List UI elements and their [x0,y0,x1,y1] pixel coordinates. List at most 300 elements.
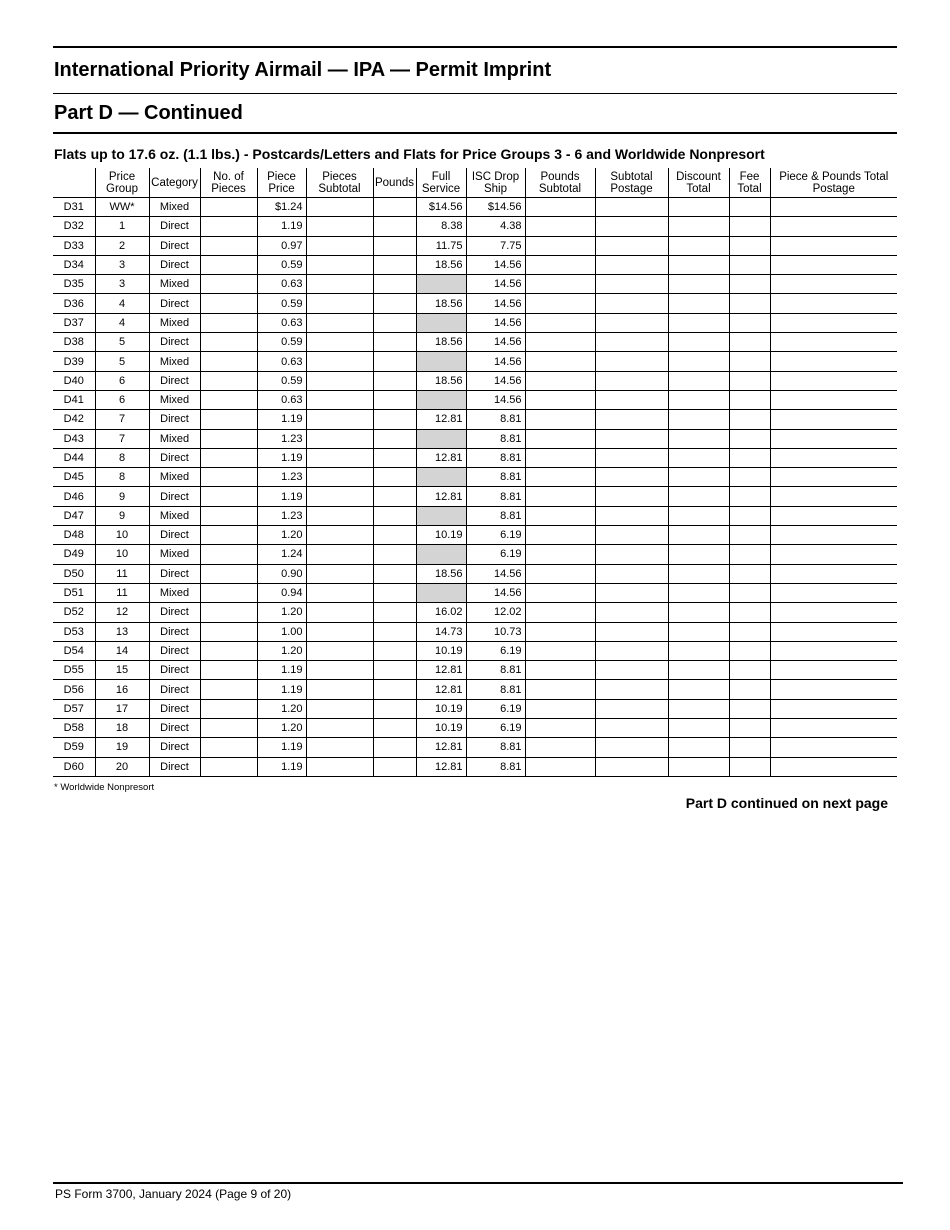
total-postage-input[interactable] [770,603,897,622]
no-of-pieces-input[interactable] [200,603,257,622]
line-number: D42 [53,410,95,429]
total-postage-input[interactable] [770,564,897,583]
pounds-subtotal-input[interactable] [525,545,595,564]
discount-total-input[interactable] [668,313,729,332]
no-of-pieces-input[interactable] [200,583,257,602]
total-postage-input[interactable] [770,719,897,738]
pounds-input[interactable] [373,275,416,294]
pieces-subtotal-input[interactable] [306,545,373,564]
subtotal-postage-input[interactable] [595,217,668,236]
fee-total-input[interactable] [729,661,770,680]
pounds-subtotal-input[interactable] [525,390,595,409]
subtotal-postage-input[interactable] [595,506,668,525]
subtotal-postage-input[interactable] [595,622,668,641]
total-postage-input[interactable] [770,661,897,680]
category: Mixed [149,468,200,487]
subtotal-postage-input[interactable] [595,275,668,294]
discount-total-input[interactable] [668,352,729,371]
total-postage-input[interactable] [770,583,897,602]
line-number: D32 [53,217,95,236]
subtotal-postage-input[interactable] [595,313,668,332]
fee-total-input[interactable] [729,313,770,332]
isc-drop-ship-price: 14.56 [466,583,525,602]
fee-total-input[interactable] [729,583,770,602]
subtotal-postage-input[interactable] [595,526,668,545]
subtotal-postage-input[interactable] [595,545,668,564]
no-of-pieces-input[interactable] [200,294,257,313]
discount-total-input[interactable] [668,410,729,429]
category: Mixed [149,506,200,525]
pieces-subtotal-input[interactable] [306,313,373,332]
no-of-pieces-input[interactable] [200,390,257,409]
fee-total-input[interactable] [729,255,770,274]
pieces-subtotal-input[interactable] [306,564,373,583]
fee-total-input[interactable] [729,699,770,718]
pieces-subtotal-input[interactable] [306,217,373,236]
total-postage-input[interactable] [770,757,897,776]
pounds-input[interactable] [373,738,416,757]
subtotal-postage-input[interactable] [595,603,668,622]
pieces-subtotal-input[interactable] [306,468,373,487]
no-of-pieces-input[interactable] [200,429,257,448]
subtotal-postage-input[interactable] [595,680,668,699]
subtotal-postage-input[interactable] [595,468,668,487]
column-header-line1: Category [151,176,198,189]
column-header [53,168,95,198]
line-number: D49 [53,545,95,564]
no-of-pieces-input[interactable] [200,255,257,274]
total-postage-input[interactable] [770,236,897,255]
pounds-input[interactable] [373,333,416,352]
fee-total-input[interactable] [729,506,770,525]
fee-total-input[interactable] [729,429,770,448]
discount-total-input[interactable] [668,468,729,487]
column-header [373,168,416,198]
subtotal-postage-input[interactable] [595,448,668,467]
pounds-input[interactable] [373,622,416,641]
fee-total-input[interactable] [729,487,770,506]
pounds-input[interactable] [373,468,416,487]
pounds-input[interactable] [373,506,416,525]
column-header-line2: Price [268,182,295,195]
pounds-subtotal-input[interactable] [525,217,595,236]
subtotal-postage-input[interactable] [595,583,668,602]
subtotal-postage-input[interactable] [595,738,668,757]
fee-total-input[interactable] [729,275,770,294]
part-heading: Part D — Continued [54,102,243,124]
discount-total-input[interactable] [668,275,729,294]
discount-total-input[interactable] [668,371,729,390]
subtotal-postage-input[interactable] [595,699,668,718]
piece-price: 1.19 [257,757,306,776]
pounds-subtotal-input[interactable] [525,680,595,699]
pounds-subtotal-input[interactable] [525,564,595,583]
pounds-input[interactable] [373,680,416,699]
discount-total-input[interactable] [668,217,729,236]
pounds-subtotal-input[interactable] [525,757,595,776]
part-divider [53,132,897,134]
total-postage-input[interactable] [770,680,897,699]
line-number: D35 [53,275,95,294]
no-of-pieces-input[interactable] [200,468,257,487]
isc-drop-ship-price: 14.56 [466,352,525,371]
no-of-pieces-input[interactable] [200,313,257,332]
column-header-line2: Total [686,182,711,195]
table-row [53,371,897,390]
fee-total-input[interactable] [729,622,770,641]
fee-total-input[interactable] [729,757,770,776]
fee-total-input[interactable] [729,333,770,352]
pounds-subtotal-input[interactable] [525,468,595,487]
column-header [149,168,200,198]
pounds-subtotal-input[interactable] [525,506,595,525]
pieces-subtotal-input[interactable] [306,429,373,448]
pounds-subtotal-input[interactable] [525,641,595,660]
no-of-pieces-input[interactable] [200,352,257,371]
piece-price: 0.63 [257,390,306,409]
pounds-subtotal-input[interactable] [525,333,595,352]
no-of-pieces-input[interactable] [200,661,257,680]
total-postage-input[interactable] [770,641,897,660]
pounds-input[interactable] [373,448,416,467]
isc-drop-ship-price: 6.19 [466,545,525,564]
pounds-subtotal-input[interactable] [525,255,595,274]
line-number: D40 [53,371,95,390]
discount-total-input[interactable] [668,236,729,255]
pounds-input[interactable] [373,371,416,390]
pounds-subtotal-input[interactable] [525,622,595,641]
fee-total-input[interactable] [729,738,770,757]
pieces-subtotal-input[interactable] [306,622,373,641]
table-row [53,506,897,525]
price-group: 9 [95,487,149,506]
no-of-pieces-input[interactable] [200,719,257,738]
pieces-subtotal-input[interactable] [306,506,373,525]
fee-total-input[interactable] [729,236,770,255]
discount-total-input[interactable] [668,603,729,622]
no-of-pieces-input[interactable] [200,680,257,699]
table-row [53,757,897,776]
pounds-input[interactable] [373,236,416,255]
price-table [53,168,897,777]
category: Direct [149,564,200,583]
no-of-pieces-input[interactable] [200,506,257,525]
fee-total-input[interactable] [729,719,770,738]
fee-total-input[interactable] [729,390,770,409]
table-row [53,236,897,255]
piece-price: 1.20 [257,526,306,545]
subtotal-postage-input[interactable] [595,371,668,390]
subtotal-postage-input[interactable] [595,255,668,274]
pieces-subtotal-input[interactable] [306,719,373,738]
total-postage-input[interactable] [770,468,897,487]
pieces-subtotal-input[interactable] [306,410,373,429]
pounds-subtotal-input[interactable] [525,661,595,680]
total-postage-input[interactable] [770,429,897,448]
isc-drop-ship-price: 7.75 [466,236,525,255]
fee-total-input[interactable] [729,564,770,583]
total-postage-input[interactable] [770,198,897,217]
discount-total-input[interactable] [668,198,729,217]
pounds-input[interactable] [373,526,416,545]
total-postage-input[interactable] [770,487,897,506]
discount-total-input[interactable] [668,680,729,699]
column-header-line2: Group [106,182,138,195]
subtotal-postage-input[interactable] [595,641,668,660]
subtotal-postage-input[interactable] [595,333,668,352]
fee-total-input[interactable] [729,217,770,236]
pieces-subtotal-input[interactable] [306,390,373,409]
subtotal-postage-input[interactable] [595,410,668,429]
discount-total-input[interactable] [668,699,729,718]
no-of-pieces-input[interactable] [200,448,257,467]
pieces-subtotal-input[interactable] [306,680,373,699]
subtotal-postage-input[interactable] [595,429,668,448]
full-service-price: 12.81 [416,448,466,467]
pieces-subtotal-input[interactable] [306,661,373,680]
fee-total-input[interactable] [729,410,770,429]
pieces-subtotal-input[interactable] [306,275,373,294]
discount-total-input[interactable] [668,738,729,757]
discount-total-input[interactable] [668,294,729,313]
pounds-input[interactable] [373,603,416,622]
pounds-input[interactable] [373,255,416,274]
isc-drop-ship-price: 12.02 [466,603,525,622]
pounds-subtotal-input[interactable] [525,583,595,602]
discount-total-input[interactable] [668,506,729,525]
pounds-input[interactable] [373,217,416,236]
no-of-pieces-input[interactable] [200,410,257,429]
fee-total-input[interactable] [729,294,770,313]
no-of-pieces-input[interactable] [200,738,257,757]
column-header-line1: Fee [739,170,760,183]
continued-note: Part D continued on next page [685,795,888,811]
pounds-subtotal-input[interactable] [525,699,595,718]
pounds-subtotal-input[interactable] [525,294,595,313]
category: Direct [149,255,200,274]
discount-total-input[interactable] [668,545,729,564]
discount-total-input[interactable] [668,333,729,352]
total-postage-input[interactable] [770,313,897,332]
total-postage-input[interactable] [770,738,897,757]
pieces-subtotal-input[interactable] [306,448,373,467]
full-service-price: 16.02 [416,603,466,622]
total-postage-input[interactable] [770,448,897,467]
pounds-input[interactable] [373,390,416,409]
pieces-subtotal-input[interactable] [306,738,373,757]
pounds-input[interactable] [373,410,416,429]
price-group: WW* [95,198,149,217]
discount-total-input[interactable] [668,719,729,738]
discount-total-input[interactable] [668,757,729,776]
no-of-pieces-input[interactable] [200,564,257,583]
pieces-subtotal-input[interactable] [306,526,373,545]
price-group: 8 [95,448,149,467]
no-of-pieces-input[interactable] [200,526,257,545]
total-postage-input[interactable] [770,699,897,718]
pieces-subtotal-input[interactable] [306,583,373,602]
pieces-subtotal-input[interactable] [306,352,373,371]
subtotal-postage-input[interactable] [595,294,668,313]
category: Direct [149,699,200,718]
full-service-price: 14.73 [416,622,466,641]
subtotal-postage-input[interactable] [595,236,668,255]
pounds-input[interactable] [373,661,416,680]
discount-total-input[interactable] [668,429,729,448]
line-number: D53 [53,622,95,641]
no-of-pieces-input[interactable] [200,487,257,506]
total-postage-input[interactable] [770,275,897,294]
total-postage-input[interactable] [770,506,897,525]
pounds-input[interactable] [373,313,416,332]
pounds-input[interactable] [373,198,416,217]
total-postage-input[interactable] [770,255,897,274]
table-row [53,217,897,236]
pounds-subtotal-input[interactable] [525,738,595,757]
form-title: International Priority Airmail — IPA — Permit Imprint [54,59,552,81]
total-postage-input[interactable] [770,217,897,236]
price-group: 3 [95,275,149,294]
pieces-subtotal-input[interactable] [306,641,373,660]
fee-total-input[interactable] [729,545,770,564]
fee-total-input[interactable] [729,603,770,622]
total-postage-input[interactable] [770,294,897,313]
pounds-input[interactable] [373,757,416,776]
discount-total-input[interactable] [668,526,729,545]
table-row [53,699,897,718]
pounds-input[interactable] [373,429,416,448]
no-of-pieces-input[interactable] [200,641,257,660]
category: Direct [149,757,200,776]
subtotal-postage-input[interactable] [595,352,668,371]
fee-total-input[interactable] [729,448,770,467]
pieces-subtotal-input[interactable] [306,255,373,274]
pounds-subtotal-input[interactable] [525,410,595,429]
price-group: 6 [95,390,149,409]
discount-total-input[interactable] [668,661,729,680]
pounds-subtotal-input[interactable] [525,719,595,738]
total-postage-input[interactable] [770,545,897,564]
subtotal-postage-input[interactable] [595,390,668,409]
discount-total-input[interactable] [668,487,729,506]
pounds-subtotal-input[interactable] [525,198,595,217]
pounds-input[interactable] [373,699,416,718]
pounds-subtotal-input[interactable] [525,603,595,622]
no-of-pieces-input[interactable] [200,236,257,255]
pieces-subtotal-input[interactable] [306,294,373,313]
pounds-input[interactable] [373,641,416,660]
piece-price: 1.23 [257,468,306,487]
no-of-pieces-input[interactable] [200,699,257,718]
pounds-input[interactable] [373,487,416,506]
total-postage-input[interactable] [770,390,897,409]
pounds-subtotal-input[interactable] [525,371,595,390]
discount-total-input[interactable] [668,583,729,602]
table-row [53,448,897,467]
pounds-subtotal-input[interactable] [525,429,595,448]
total-postage-input[interactable] [770,371,897,390]
pounds-input[interactable] [373,545,416,564]
full-service-price: 10.19 [416,699,466,718]
pieces-subtotal-input[interactable] [306,487,373,506]
pieces-subtotal-input[interactable] [306,371,373,390]
fee-total-input[interactable] [729,641,770,660]
column-header-line1: Piece & Pounds Total [779,170,889,183]
pounds-input[interactable] [373,564,416,583]
category: Mixed [149,583,200,602]
pounds-input[interactable] [373,352,416,371]
pounds-input[interactable] [373,583,416,602]
isc-drop-ship-price: 6.19 [466,699,525,718]
pieces-subtotal-input[interactable] [306,603,373,622]
discount-total-input[interactable] [668,390,729,409]
total-postage-input[interactable] [770,526,897,545]
pieces-subtotal-input[interactable] [306,236,373,255]
pounds-subtotal-input[interactable] [525,275,595,294]
table-row [53,526,897,545]
discount-total-input[interactable] [668,448,729,467]
piece-price: 0.63 [257,275,306,294]
total-postage-input[interactable] [770,410,897,429]
subtotal-postage-input[interactable] [595,757,668,776]
fee-total-input[interactable] [729,468,770,487]
pounds-input[interactable] [373,294,416,313]
total-postage-input[interactable] [770,352,897,371]
pounds-subtotal-input[interactable] [525,526,595,545]
total-postage-input[interactable] [770,622,897,641]
discount-total-input[interactable] [668,641,729,660]
no-of-pieces-input[interactable] [200,757,257,776]
fee-total-input[interactable] [729,526,770,545]
piece-price: 1.19 [257,487,306,506]
pounds-subtotal-input[interactable] [525,448,595,467]
discount-total-input[interactable] [668,255,729,274]
column-header-line2: Postage [812,182,855,195]
fee-total-input[interactable] [729,371,770,390]
no-of-pieces-input[interactable] [200,371,257,390]
no-of-pieces-input[interactable] [200,217,257,236]
pieces-subtotal-input[interactable] [306,699,373,718]
shaded-cell [416,275,466,294]
discount-total-input[interactable] [668,564,729,583]
pounds-subtotal-input[interactable] [525,313,595,332]
subtotal-postage-input[interactable] [595,661,668,680]
line-number: D57 [53,699,95,718]
no-of-pieces-input[interactable] [200,622,257,641]
fee-total-input[interactable] [729,198,770,217]
pounds-subtotal-input[interactable] [525,236,595,255]
discount-total-input[interactable] [668,622,729,641]
subtotal-postage-input[interactable] [595,564,668,583]
subtotal-postage-input[interactable] [595,198,668,217]
pieces-subtotal-input[interactable] [306,198,373,217]
pounds-input[interactable] [373,719,416,738]
no-of-pieces-input[interactable] [200,198,257,217]
total-postage-input[interactable] [770,333,897,352]
pounds-subtotal-input[interactable] [525,487,595,506]
no-of-pieces-input[interactable] [200,545,257,564]
no-of-pieces-input[interactable] [200,333,257,352]
fee-total-input[interactable] [729,680,770,699]
no-of-pieces-input[interactable] [200,275,257,294]
subtotal-postage-input[interactable] [595,487,668,506]
line-number: D34 [53,255,95,274]
pounds-subtotal-input[interactable] [525,352,595,371]
fee-total-input[interactable] [729,352,770,371]
subtotal-postage-input[interactable] [595,719,668,738]
pieces-subtotal-input[interactable] [306,333,373,352]
pieces-subtotal-input[interactable] [306,757,373,776]
